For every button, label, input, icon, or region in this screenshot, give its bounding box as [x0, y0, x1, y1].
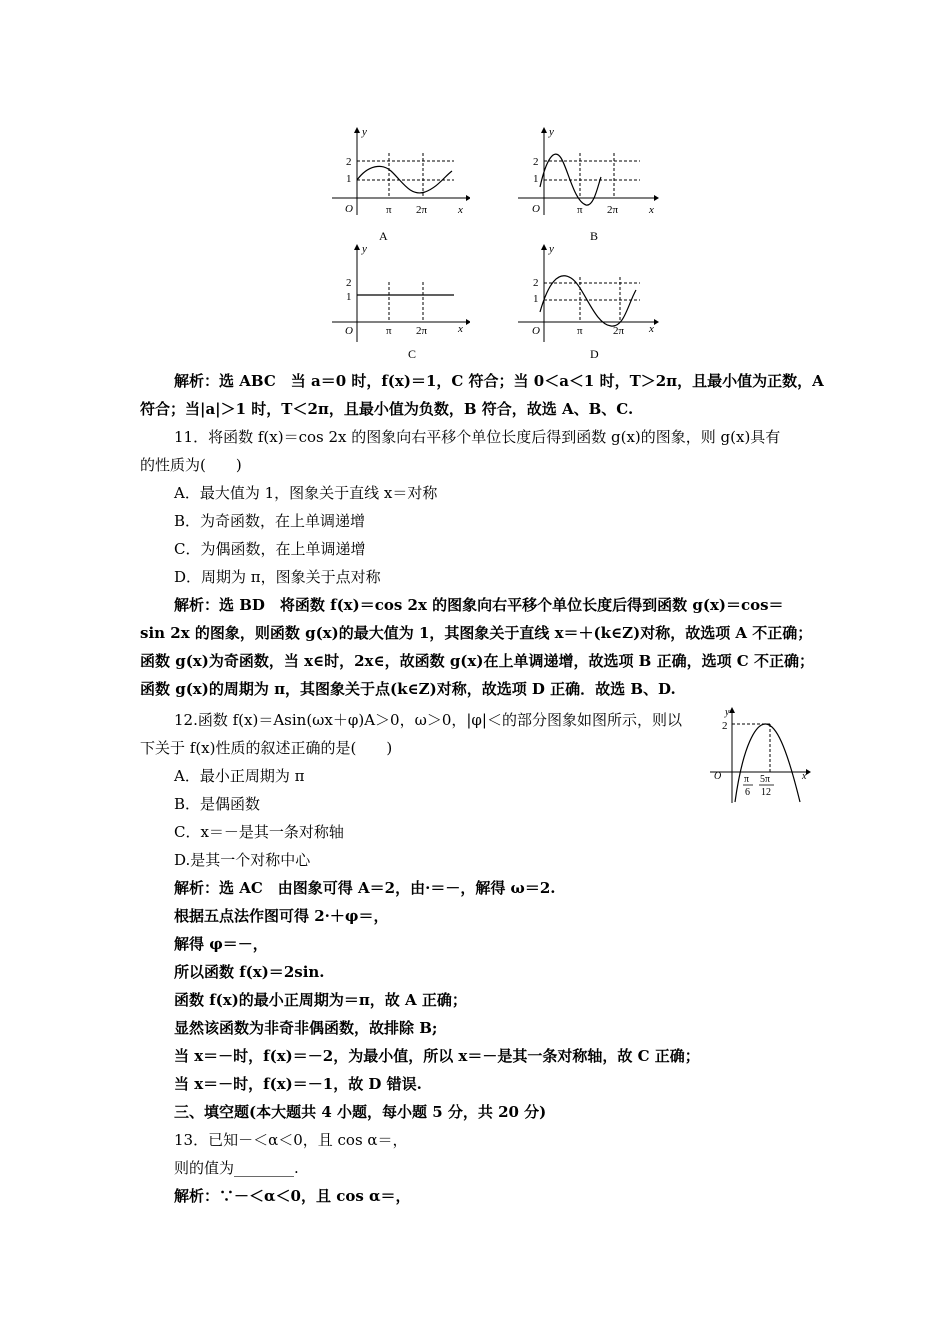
- text-line: 根据五点法作图可得 2·＋φ＝，: [174, 907, 389, 925]
- text-line: 解得 φ＝－，: [174, 935, 268, 953]
- tick-2pi: 2π: [416, 204, 428, 216]
- text-line: 显然该函数为非奇非偶函数，故排除 B;: [174, 1019, 438, 1037]
- tick-5pi-over-12-den: 12: [761, 787, 771, 798]
- section-heading: 三、填空题(本大题共 4 小题，每小题 5 分，共 20 分): [174, 1103, 547, 1121]
- graph-d: [516, 242, 661, 361]
- text-line: sin 2x 的图象，则函数 g(x)的最大值为 1，其图象关于直线 x＝＋(k∈Z)对称，故选项 A 不正确；: [140, 624, 813, 642]
- text-line: A．最大值为 1，图象关于直线 x＝对称: [174, 484, 438, 502]
- text-line: 下关于 f(x)性质的叙述正确的是( ): [140, 739, 393, 757]
- text-line: 12.函数 f(x)＝Asin(ωx＋φ)A＞0，ω＞0，|φ|＜的部分图象如图所示，则以: [174, 711, 682, 729]
- tick-1: 1: [533, 173, 539, 185]
- tick-pi-over-6-num: π: [744, 774, 750, 785]
- text-line: 函数 g(x)为奇函数，当 x∈时，2x∈，故函数 g(x)在上单调递增，故选项 B 正确，选项 C 不正确；: [140, 652, 814, 670]
- y-axis-label: y: [725, 707, 730, 718]
- y-axis-label: y: [549, 126, 554, 138]
- graph-b-label: B: [590, 229, 599, 243]
- tick-2: 2: [346, 156, 352, 168]
- text-line: 函数 f(x)的最小正周期为＝π，故 A 正确；: [174, 991, 467, 1009]
- tick-1: 1: [533, 293, 539, 305]
- text-line: D.是其一个对称中心: [174, 851, 311, 869]
- graph-a: [330, 125, 470, 243]
- x-axis-label: x: [649, 323, 654, 335]
- tick-1: 1: [346, 173, 352, 185]
- text-line: 解析：∵－＜α＜0，且 cos α＝，: [174, 1187, 411, 1205]
- text-line: D．周期为 π，图象关于点对称: [174, 568, 381, 586]
- tick-2pi: 2π: [416, 325, 428, 337]
- text-line: B．为奇函数，在上单调递增: [174, 512, 366, 530]
- x-axis-label: x: [458, 204, 463, 216]
- text-line: 当 x＝－时，f(x)＝－2，为最小值，所以 x＝－是其一条对称轴，故 C 正确；: [174, 1047, 700, 1065]
- text-line: 解析：选 ABC 当 a＝0 时，f(x)＝1，C 符合；当 0＜a＜1 时，T＞2π，且最小值为正数，A: [174, 372, 824, 390]
- graph-b: [516, 125, 661, 243]
- graph-q12: [708, 705, 813, 805]
- origin-label: O: [532, 203, 540, 215]
- tick-2pi: 2π: [607, 204, 619, 216]
- text-line: C．为偶函数，在上单调递增: [174, 540, 366, 558]
- x-axis-label: x: [802, 771, 807, 782]
- x-axis-label: x: [458, 323, 463, 335]
- text-line: 当 x＝－时，f(x)＝－1，故 D 错误.: [174, 1075, 422, 1093]
- y-axis-label: y: [362, 126, 367, 138]
- tick-pi-over-6-den: 6: [745, 787, 750, 798]
- text-line: B．是偶函数: [174, 795, 261, 813]
- graph-c-label: C: [408, 347, 417, 361]
- origin-label: O: [345, 203, 353, 215]
- text-line: 11．将函数 f(x)＝cos 2x 的图象向右平移个单位长度后得到函数 g(x)的图象，则 g(x)具有: [174, 428, 781, 446]
- origin-label: O: [532, 325, 540, 337]
- text-line: 则的值为________.: [174, 1159, 299, 1177]
- graph-d-label: D: [590, 347, 599, 361]
- text-line: 符合；当|a|＞1 时，T＜2π，且最小值为负数，B 符合，故选 A、B、C.: [140, 400, 634, 418]
- tick-2: 2: [346, 277, 352, 289]
- tick-5pi-over-12-num: 5π: [760, 774, 771, 785]
- tick-1: 1: [346, 291, 352, 303]
- y-axis-label: y: [549, 243, 554, 255]
- text-line: 13．已知－＜α＜0，且 cos α＝，: [174, 1131, 408, 1149]
- tick-pi: π: [577, 204, 583, 216]
- text-line: 所以函数 f(x)＝2sin.: [174, 963, 325, 981]
- tick-pi: π: [577, 325, 583, 337]
- tick-2: 2: [722, 720, 728, 732]
- text-line: 函数 g(x)的周期为 π，其图象关于点(k∈Z)对称，故选项 D 正确．故选 B、D.: [140, 680, 676, 698]
- tick-2: 2: [533, 277, 539, 289]
- text-line: A．最小正周期为 π: [174, 767, 305, 785]
- origin-label: O: [345, 325, 353, 337]
- graph-c: [330, 242, 470, 361]
- tick-2: 2: [533, 156, 539, 168]
- tick-2pi: 2π: [613, 325, 625, 337]
- text-line: 解析：选 AC 由图象可得 A＝2，由·＝－，解得 ω＝2.: [174, 879, 556, 897]
- tick-pi: π: [386, 204, 392, 216]
- text-line: 的性质为( ): [140, 456, 242, 474]
- text-line: C．x＝－是其一条对称轴: [174, 823, 344, 841]
- x-axis-label: x: [649, 204, 654, 216]
- text-line: 解析：选 BD 将函数 f(x)＝cos 2x 的图象向右平移个单位长度后得到函数 g(x)＝cos＝: [174, 596, 784, 614]
- origin-label: O: [714, 771, 722, 782]
- y-axis-label: y: [362, 243, 367, 255]
- tick-pi: π: [386, 325, 392, 337]
- graph-a-label: A: [379, 229, 388, 243]
